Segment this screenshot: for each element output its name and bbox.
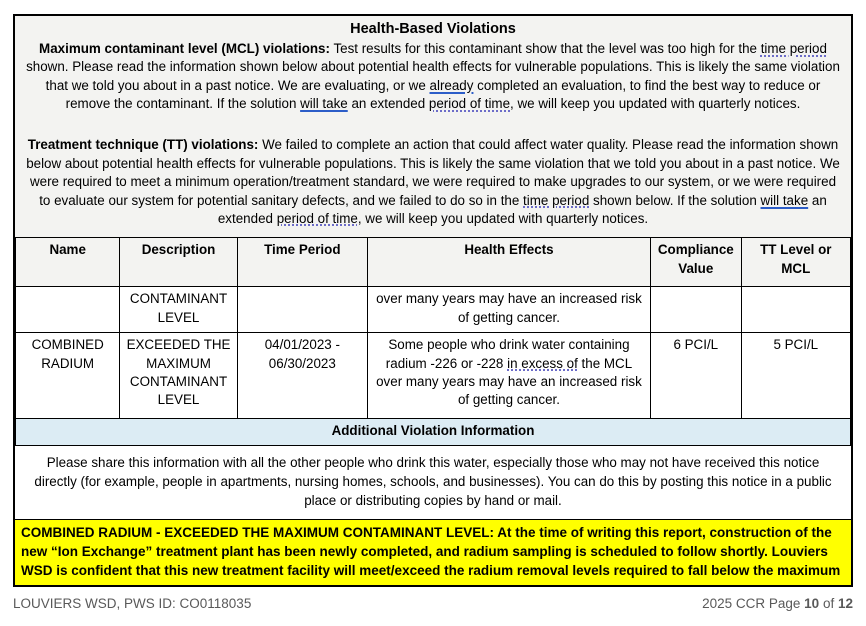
cell-name bbox=[16, 287, 120, 333]
cell-health-effects: Some people who drink water containing radium -226 or -228 in excess of the MCL over many years may have an increased risk of getting cancer. bbox=[367, 333, 650, 419]
cell-description: CONTAMINANT LEVEL bbox=[120, 287, 237, 333]
column-header-tt-level-or-mcl: TT Level or MCL bbox=[741, 238, 850, 287]
cell-name: COMBINED RADIUM bbox=[16, 333, 120, 419]
column-header-health-effects: Health Effects bbox=[367, 238, 650, 287]
column-header-time-period: Time Period bbox=[237, 238, 367, 287]
cell-description: EXCEEDED THE MAXIMUM CONTAMINANT LEVEL bbox=[120, 333, 237, 419]
table-header-row bbox=[16, 238, 851, 287]
additional-info-header: Additional Violation Information bbox=[16, 419, 851, 446]
table-row bbox=[16, 287, 851, 333]
health-based-violations-section bbox=[15, 16, 851, 237]
column-header-compliance-value: Compliance Value bbox=[651, 238, 742, 287]
footer-page-number: 2025 CCR Page 10 of 12 bbox=[702, 596, 853, 611]
cell-compliance-value: 6 PCI/L bbox=[651, 333, 742, 419]
section-title: Health-Based Violations bbox=[350, 21, 516, 37]
cell-tt-level-or-mcl bbox=[741, 287, 850, 333]
cell-time-period: 04/01/2023 - 06/30/2023 bbox=[237, 333, 367, 419]
tt-violations-paragraph: Treatment technique (TT) violations: We failed to complete an action that could affect water quality. Please read the information shown below about potential health effects for vulnerable populations. This is likely the same violation that we told you about in a past notice. We were required to meet a minimum operation/treatment standard, we were required to make upgrades to our system, or we were required to evaluate our system for potential sanitary defects, and we failed to do so in the time period shown below. If the solution will take an extended period of time, we will keep you updated with quarterly notices. bbox=[26, 137, 840, 226]
additional-info-header-row bbox=[16, 419, 851, 446]
table-row bbox=[16, 333, 851, 419]
radium-update-highlight: COMBINED RADIUM - EXCEEDED THE MAXIMUM CONTAMINANT LEVEL: At the time of writing this report, construction of the new “Ion Exchange” treatment plant has been newly completed, and radium sampling is scheduled to follow shortly. Louviers WSD is confident that this new treatment facility will meet/exceed the radium removal levels required to fall below the maximum bbox=[15, 519, 851, 585]
cell-compliance-value bbox=[651, 287, 742, 333]
cell-health-effects: over many years may have an increased risk of getting cancer. bbox=[367, 287, 650, 333]
share-notice-paragraph: Please share this information with all the other people who drink this water, especially those who may not have received this notice directly (for example, people in apartments, nursing homes, schools, and businesses). You can do this by posting this notice in a public place or distributing copies by hand or mail. bbox=[15, 446, 851, 518]
cell-time-period bbox=[237, 287, 367, 333]
column-header-name: Name bbox=[16, 238, 120, 287]
mcl-violations-paragraph: Maximum contaminant level (MCL) violations: Test results for this contaminant show that the level was too high for the time period shown. Please read the information shown below about potential health effects for vulnerable populations. This is likely the same violation that we told you about in a past notice. We are evaluating, or we already completed an evaluation, to find the best way to reduce or remove the contaminant. If the solution will take an extended period of time, we will keep you updated with quarterly notices. bbox=[26, 41, 840, 112]
violations-document bbox=[13, 14, 853, 587]
page-footer bbox=[13, 596, 853, 611]
violations-table bbox=[15, 237, 851, 446]
footer-system-id: LOUVIERS WSD, PWS ID: CO0118035 bbox=[13, 596, 252, 611]
cell-tt-level-or-mcl: 5 PCI/L bbox=[741, 333, 850, 419]
column-header-description: Description bbox=[120, 238, 237, 287]
